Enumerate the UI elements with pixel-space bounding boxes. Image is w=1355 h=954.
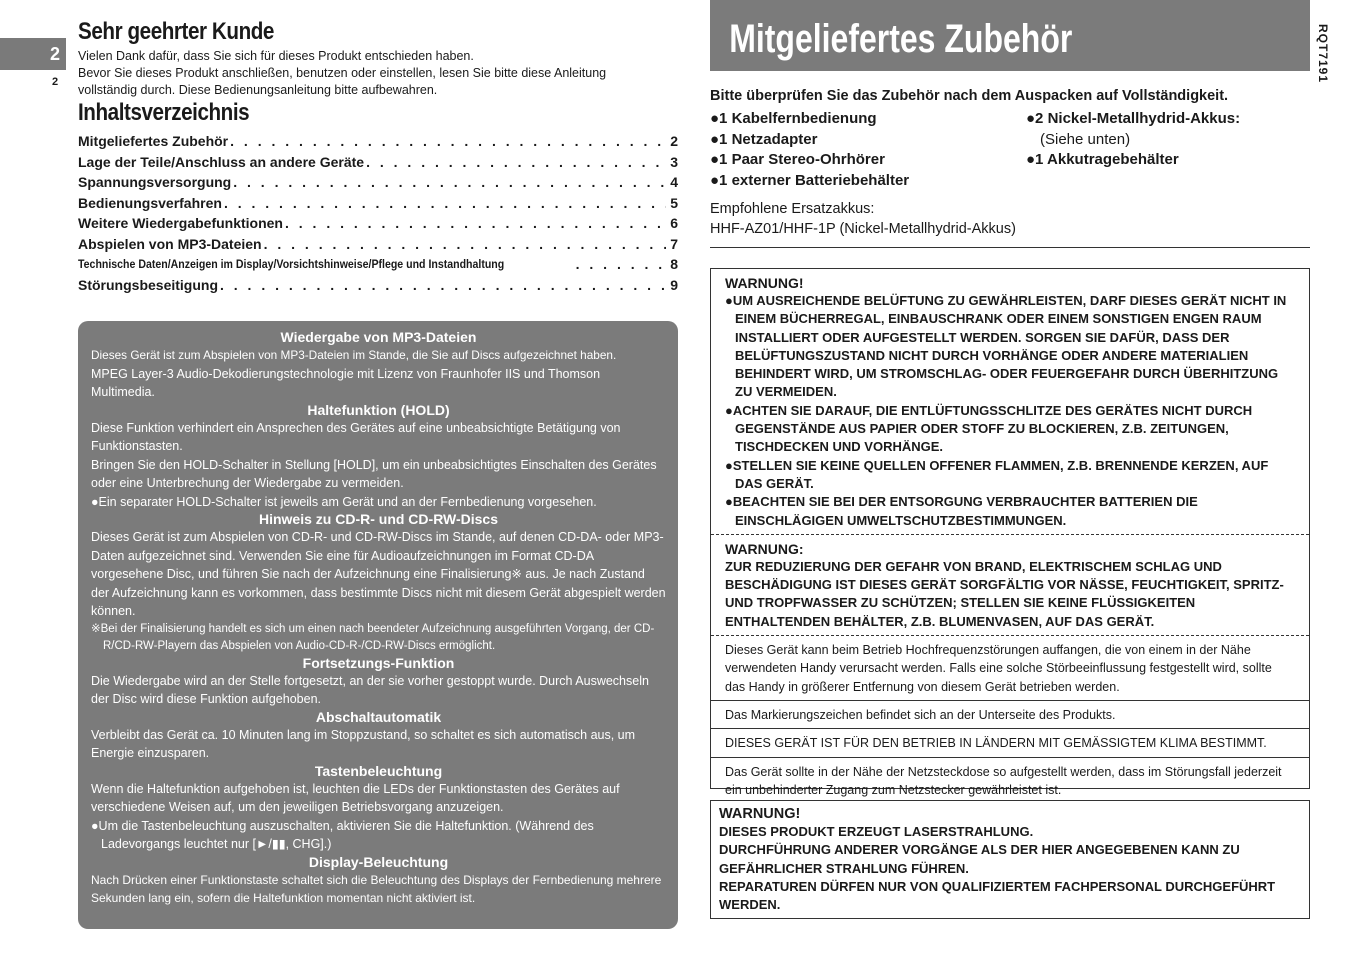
page-number-tab: 2 [0, 38, 66, 70]
toc-label: Bedienungsverfahren [78, 194, 222, 211]
page-sub-number: 2 [52, 76, 59, 88]
replacement-batteries [710, 199, 1310, 239]
toc-page: 4 [670, 174, 678, 190]
toc-label: Weitere Wiedergabefunktionen [78, 215, 283, 231]
toc-item[interactable] [78, 131, 678, 152]
toc-page: 9 [670, 276, 678, 293]
toc-page: 3 [670, 153, 678, 170]
mp3-heading: Wiedergabe von MP3-Dateien [280, 329, 477, 345]
toc-label: Störungsbeseitigung [78, 276, 218, 293]
climate-note [711, 729, 1309, 757]
toc-page: 7 [670, 235, 678, 252]
feature-info-box [78, 321, 678, 929]
moisture-warning-text: ZUR REDUZIERUNG DER GEFAHR VON BRAND, ELEKTRISCHEM SCHLAG UND BESCHÄDIGUNG IST DIESES GERÄT SORGFÄLTIG VOR NÄSSE, FEUCHTIGKEIT, SPRITZ- UND TROPFWASSER ZU SCHÜTZEN; STELLEN SIE KEINE FLÜSSIGKEITEN ENTHALTENDEN BEHÄLTER, Z.B. BLUMENVASEN, AUF DAS GERÄT. [725, 558, 1284, 629]
accessory-item [1026, 109, 1240, 150]
laser-warning-heading: WARNUNG! [719, 806, 801, 822]
accessories-banner [710, 0, 1310, 71]
warning-item: ●ACHTEN SIE DARAUF, DIE ENTLÜFTUNGSSCHLITZE DES GERÄTES NICHT DURCH GEGENSTÄNDE AUS PAPIER ODER STOFF ZU BLOCKIEREN, Z.B. ZEITUNGEN, TISCHDECKEN UND VORHÄNGE. [725, 402, 1253, 455]
accessory-item: ●1 Akkutragebehälter [1026, 151, 1179, 168]
mobile-phone-note [711, 636, 1309, 701]
warning-item: ●STELLEN SIE KEINE QUELLEN OFFENER FLAMMEN, Z.B. BRENNENDE KERZEN, AUF DAS GERÄT. [725, 457, 1269, 491]
moisture-warning [711, 535, 1309, 636]
warning-item: ●BEACHTEN SIE BEI DER ENTSORGUNG VERBRAUCHTER BATTERIEN DIE EINSCHLÄGIGEN UMWELTSCHUTZBESTIMMUNGEN. [725, 494, 1198, 528]
autooff-text: Verbleibt das Gerät ca. 10 Minuten lang im Stoppzustand, so schaltet es sich automatisch aus, um Energie einzusparen. [91, 727, 636, 760]
toc-page: 2 [670, 133, 678, 149]
keylight-heading: Tastenbeleuchtung [314, 762, 443, 779]
warning-heading: WARNUNG: [725, 540, 804, 557]
cdr-heading: Hinweis zu CD-R- und CD-RW-Discs [258, 511, 499, 527]
toc-page: 8 [670, 256, 678, 272]
autooff-heading: Abschaltautomatik [315, 708, 442, 725]
hold-bullet: ●Ein separater HOLD-Schalter ist jeweils am Gerät und an der Fernbedienung vorgesehen. [91, 494, 597, 509]
keylight-bullet: ●Um die Tastenbeleuchtung auszuschalten, aktivieren Sie die Haltefunktion. (Während des Ladevorgangs leuchtet nur [►/▮▮, CHG].) [91, 818, 594, 851]
resume-text: Die Wiedergabe wird an der Stelle fortgesetzt, an der sie vorher gestoppt wurde. Durch Auswechseln der Disc wird diese Funktion aufgehoben. [91, 673, 649, 706]
warning-box [710, 268, 1310, 797]
displaylight-text: Nach Drücken einer Funktionstaste schaltet sich die Beleuchtung des Displays der Fernbedienung mehrere Sekunden lang ein, sofern die Haltefunktion momentan nicht aktiviert ist. [91, 872, 662, 905]
toc-label: Technische Daten/Anzeigen im Display/Vorsichtshinweise/Pflege und Instandhaltung [78, 257, 505, 271]
marking-note [711, 701, 1309, 729]
cdr-text: Dieses Gerät ist zum Abspielen von CD-R- und CD-RW-Discs im Stande, auf denen CD-DA- oder MP3-Daten aufgezeichnet sind. Verwenden Sie eine für Audioaufzeichnungen im Format CD-DA vorgesehene Disc, und führen Sie nach der Aufzeichnung eine Finalisierung※ aus. Je nach Zustand der Aufzeichnung kann es vorkommen, dass bestimmte Discs nicht mit diesem Gerät abgespielt werden können. [91, 530, 666, 618]
displaylight-heading: Display-Beleuchtung [308, 853, 449, 870]
toc-item[interactable] [78, 213, 678, 234]
laser-warning-line: DURCHFÜHRUNG ANDERER VORGÄNGE ALS DER HIER ANGEGEBENEN KANN ZU GEFÄHRLICHER STRAHLUNG FÜHREN. [719, 842, 1240, 876]
toc-label: Spannungsversorgung [78, 174, 232, 190]
marking-text: Das Markierungszeichen befindet sich an der Unterseite des Produkts. [725, 707, 1116, 722]
toc-item[interactable] [78, 254, 678, 275]
hold-heading: Haltefunktion (HOLD) [307, 401, 450, 418]
toc-page: 6 [670, 215, 678, 231]
toc-page: 5 [670, 194, 678, 211]
toc-leader [231, 172, 666, 193]
cdr-note: ※Bei der Finalisierung handelt es sich um einen nach beendeter Aufzeichnung ausgeführten Vorgang, der CD-R/CD-RW-Playern das Abspielen von Audio-CD-R-/CD-RW-Discs ermöglicht. [91, 622, 655, 652]
ventilation-warning [711, 269, 1309, 535]
accessories-column-1 [710, 109, 1026, 191]
resume-heading: Fortsetzungs-Funktion [302, 654, 455, 671]
toc-title: Inhaltsverzeichnis [78, 99, 250, 126]
laser-warning-line: DIESES PRODUKT ERZEUGT LASERSTRAHLUNG. [719, 824, 1034, 839]
laser-warning-line: REPARATUREN DÜRFEN NUR VON QUALIFIZIERTEM FACHPERSONAL DURCHGEFÜHRT WERDEN. [719, 878, 1276, 913]
mp3-text: Dieses Gerät ist zum Abspielen von MP3-Dateien im Stande, die Sie auf Discs aufgezeichnet haben. [91, 348, 617, 362]
toc-item[interactable] [78, 193, 678, 214]
replacement-label: Empfohlene Ersatzakkus: [710, 201, 875, 217]
socket-text: Das Gerät sollte in der Nähe der Netzsteckdose so aufgestellt werden, dass im Störungsfall jederzeit ein unbehinderter Zugang zum Netzstecker gewährleistet ist. [725, 764, 1282, 797]
toc-item[interactable] [78, 172, 678, 193]
toc-leader [262, 234, 666, 255]
mp3-license-text: MPEG Layer-3 Audio-Dekodierungstechnologie mit Lizenz von Fraunhofer IIS und Thomson Multimedia. [91, 366, 601, 399]
accessories-column-2 [1026, 109, 1240, 191]
toc-leader [574, 254, 666, 275]
toc-label: Abspielen von MP3-Dateien [78, 235, 262, 252]
accessories-check-text: Bitte überprüfen Sie das Zubehör nach dem Auspacken auf Vollständigkeit. [710, 88, 1229, 104]
toc-item[interactable] [78, 152, 678, 173]
toc-item[interactable] [78, 234, 678, 255]
toc-item[interactable] [78, 275, 678, 296]
accessory-item: ●1 Netzadapter [710, 130, 818, 148]
laser-warning-box [710, 800, 1310, 919]
document-code: RQT7191 [1316, 24, 1330, 84]
accessory-item: ●1 externer Batteriebehälter [710, 171, 910, 189]
toc-leader [218, 275, 666, 296]
toc-leader [222, 193, 666, 214]
greeting-line: Bevor Sie dieses Produkt anschließen, benutzen oder einstellen, lesen Sie bitte diese Anleitung [78, 66, 607, 80]
mobile-phone-text: Dieses Gerät kann beim Betrieb Hochfrequenzstörungen auffangen, die von einem in der Nähe verwendeten Handy verursacht werden. Falls eine solche Störbeeinflussung festgestellt wird, sollte das Handy in größerer Entfernung von diesem Gerät betrieben werden. [725, 643, 1272, 694]
accessory-item-note: (Siehe unten) [1040, 130, 1131, 148]
warning-item: ●UM AUSREICHENDE BELÜFTUNG ZU GEWÄHRLEISTEN, DARF DIESES GERÄT NICHT IN EINEM BÜCHERREGAL, EINBAUSCHRANK ODER EINEM SONSTIGEN ENGEN RAUM INSTALLIERT ODER AUFGESTELLT WERDEN. SORGEN SIE DAFÜR, DASS DER BELÜFTUNGSZUSTAND NICHT DURCH VORHÄNGE ODER ANDERE MATERIALIEN BEHINDERT WIRD, UM STROMSCHLAG- ODER FEUERGEFAHR DURCH ÜBERHITZUNG ZU VERMEIDEN. [725, 293, 1287, 400]
socket-note [711, 758, 1309, 804]
greeting-line: vollständig durch. Diese Bedienungsanleitung bitte aufbewahren. [78, 83, 438, 97]
toc-leader [283, 213, 666, 234]
greeting-line: Vielen Dank dafür, dass Sie sich für dieses Produkt entschieden haben. [78, 49, 474, 63]
hold-text-2: Bringen Sie den HOLD-Schalter in Stellung [HOLD], um ein unbeabsichtigtes Einschalten des Gerätes oder eine Unterbrechung der Wiedergabe zu vermeiden. [91, 457, 657, 490]
greeting-text [78, 48, 678, 99]
toc-leader [364, 152, 666, 173]
accessories-list [710, 109, 1310, 191]
toc-label: Mitgeliefertes Zubehör [78, 133, 229, 149]
toc-label: Lage der Teile/Anschluss an andere Geräte [78, 153, 365, 170]
left-column [78, 18, 678, 295]
toc-leader [228, 131, 666, 152]
accessories-title: Mitgeliefertes Zubehör [729, 17, 1073, 61]
accessories-section [710, 86, 1310, 239]
hold-text: Diese Funktion verhindert ein Ansprechen des Gerätes auf eine unbeabsichtigte Betätigung von Funktionstasten. [91, 420, 621, 453]
climate-text: DIESES GERÄT IST FÜR DEN BETRIEB IN LÄNDERN MIT GEMÄSSIGTEM KLIMA BESTIMMT. [725, 736, 1267, 751]
warning-heading: WARNUNG! [725, 275, 804, 291]
accessory-item-label: ●2 Nickel-Metallhydrid-Akkus: [1026, 110, 1241, 127]
replacement-value: HHF-AZ01/HHF-1P (Nickel-Metallhydrid-Akkus) [710, 221, 1016, 237]
accessory-item: ●1 Kabelfernbedienung [710, 110, 877, 127]
toc-list [78, 131, 678, 295]
greeting-title: Sehr geehrter Kunde [78, 18, 274, 45]
section-divider [710, 247, 1310, 248]
accessory-item: ●1 Paar Stereo-Ohrhörer [710, 151, 885, 168]
keylight-text: Wenn die Haltefunktion aufgehoben ist, leuchten die LEDs der Funktionstasten des Gerätes auf verschiedene Weisen auf, um den jeweiligen Betriebsvorgang anzuzeigen. [91, 781, 620, 814]
